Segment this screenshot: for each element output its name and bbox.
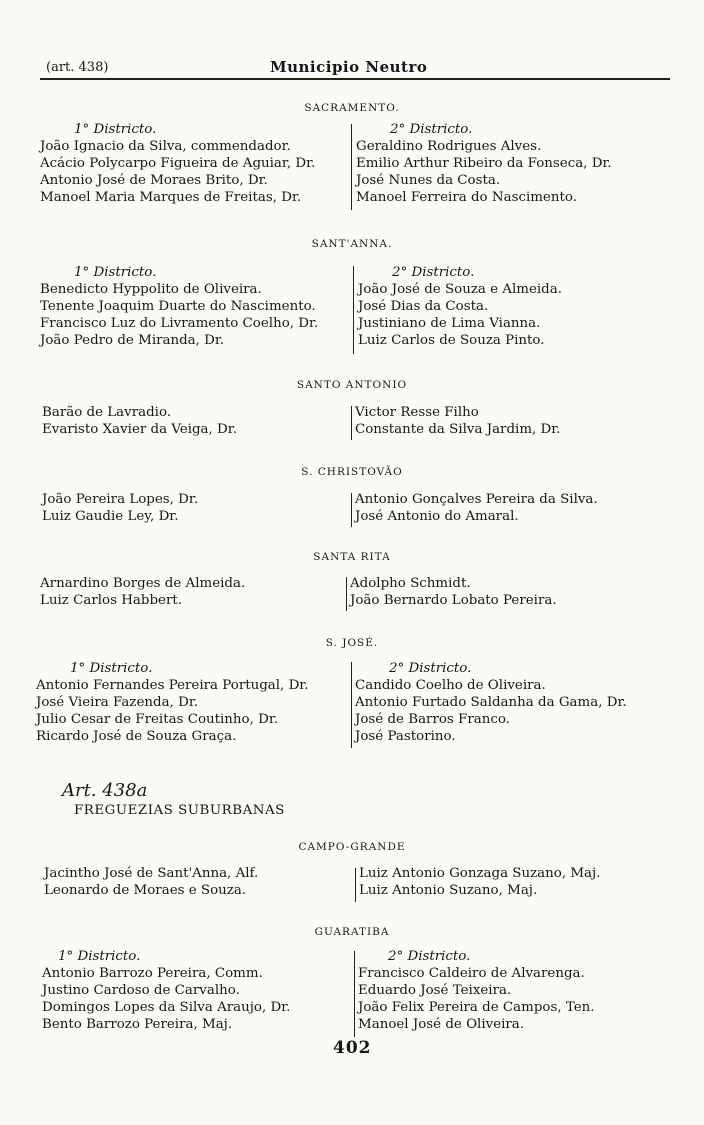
s-christovao-right bbox=[355, 491, 598, 525]
list-item: Francisco Caldeiro de Alvarenga. bbox=[358, 966, 585, 981]
column-divider bbox=[351, 124, 352, 210]
guaratiba-district-1 bbox=[42, 948, 290, 1033]
list-item: Tenente Joaquim Duarte do Nascimento. bbox=[40, 299, 316, 314]
list-item: Manoel José de Oliveira. bbox=[358, 1017, 525, 1032]
list-item: Adolpho Schmidt. bbox=[350, 576, 471, 591]
article-subtitle: FREGUEZIAS SUBURBANAS bbox=[74, 803, 285, 818]
section-title-santo-antonio: SANTO ANTONIO bbox=[296, 379, 408, 391]
s-jose-district-2 bbox=[355, 660, 627, 745]
district-heading: 1° Districto. bbox=[74, 265, 157, 280]
list-item: Bento Barrozo Pereira, Maj. bbox=[42, 1017, 233, 1032]
column-divider bbox=[351, 493, 352, 527]
list-item: Jacintho José de Sant'Anna, Alf. bbox=[44, 866, 259, 881]
list-item: Antonio Fernandes Pereira Portugal, Dr. bbox=[36, 678, 309, 693]
list-item: Justiniano de Lima Vianna. bbox=[358, 316, 541, 331]
list-item: Luiz Carlos Habbert. bbox=[40, 593, 182, 608]
sacramento-district-1 bbox=[40, 121, 315, 206]
list-item: Acácio Polycarpo Figueira de Aguiar, Dr. bbox=[40, 156, 316, 171]
section-title-s-christovao: S. CHRISTOVÃO bbox=[301, 466, 403, 478]
list-item: Arnardino Borges de Almeida. bbox=[40, 576, 246, 591]
column-divider bbox=[346, 577, 347, 611]
list-item: Leonardo de Moraes e Souza. bbox=[44, 883, 247, 898]
list-item: Benedicto Hyppolito de Oliveira. bbox=[40, 282, 262, 297]
santa-rita-left bbox=[40, 575, 245, 609]
district-heading: 2° Districto. bbox=[388, 949, 471, 964]
list-item: Eduardo José Teixeira. bbox=[358, 983, 512, 998]
list-item: José de Barros Franco. bbox=[355, 712, 510, 727]
district-heading: 1° Districto. bbox=[70, 661, 153, 676]
section-title-s-jose: S. JOSÉ. bbox=[325, 637, 379, 649]
list-item: Emilio Arthur Ribeiro da Fonseca, Dr. bbox=[356, 156, 612, 171]
santo-antonio-right bbox=[355, 404, 560, 438]
column-divider bbox=[355, 868, 356, 902]
list-item: João Bernardo Lobato Pereira. bbox=[350, 593, 557, 608]
campo-grande-right bbox=[359, 865, 600, 899]
list-item: José Nunes da Costa. bbox=[356, 173, 501, 188]
list-item: Constante da Silva Jardim, Dr. bbox=[355, 422, 561, 437]
campo-grande-left bbox=[44, 865, 258, 899]
s-jose-district-1 bbox=[36, 660, 309, 745]
list-item: João José de Souza e Almeida. bbox=[358, 282, 562, 297]
list-item: Luiz Antonio Suzano, Maj. bbox=[359, 883, 538, 898]
district-heading: 2° Districto. bbox=[390, 122, 473, 137]
list-item: João Ignacio da Silva, commendador. bbox=[40, 139, 291, 154]
list-item: Geraldino Rodrigues Alves. bbox=[356, 139, 542, 154]
list-item: Ricardo José de Souza Graça. bbox=[36, 729, 237, 744]
list-item: Luiz Gaudie Ley, Dr. bbox=[42, 509, 179, 524]
section-title-guaratiba: GUARATIBA bbox=[314, 926, 390, 938]
header-rule bbox=[40, 78, 670, 80]
district-heading: 2° Districto. bbox=[392, 265, 475, 280]
section-title-sacramento: SACRAMENTO. bbox=[304, 102, 400, 114]
santa-rita-right bbox=[350, 575, 557, 609]
section-title-santa-rita: SANTA RITA bbox=[313, 551, 391, 563]
list-item: João Felix Pereira de Campos, Ten. bbox=[358, 1000, 595, 1015]
header-title: Municipio Neutro bbox=[270, 58, 428, 76]
list-item: Barão de Lavradio. bbox=[42, 405, 172, 420]
column-divider bbox=[354, 951, 355, 1037]
list-item: Francisco Luz do Livramento Coelho, Dr. bbox=[40, 316, 319, 331]
column-divider bbox=[353, 266, 354, 354]
district-heading: 1° Districto. bbox=[58, 949, 141, 964]
santanna-district-1 bbox=[40, 264, 318, 349]
district-heading: 1° Districto. bbox=[74, 122, 157, 137]
list-item: João Pereira Lopes, Dr. bbox=[42, 492, 199, 507]
list-item: José Dias da Costa. bbox=[358, 299, 489, 314]
list-item: Candido Coelho de Oliveira. bbox=[355, 678, 546, 693]
list-item: Victor Resse Filho bbox=[355, 405, 479, 420]
list-item: Luiz Antonio Gonzaga Suzano, Maj. bbox=[359, 866, 601, 881]
list-item: Antonio José de Moraes Brito, Dr. bbox=[40, 173, 268, 188]
column-divider bbox=[351, 662, 352, 748]
list-item: Manoel Ferreira do Nascimento. bbox=[356, 190, 577, 205]
list-item: Luiz Carlos de Souza Pinto. bbox=[358, 333, 545, 348]
page-header bbox=[40, 58, 670, 80]
header-article-ref: (art. 438) bbox=[46, 60, 109, 75]
list-item: Antonio Furtado Saldanha da Gama, Dr. bbox=[355, 695, 627, 710]
article-number: Art. 438a bbox=[62, 780, 148, 801]
section-title-campo-grande: CAMPO-GRANDE bbox=[298, 841, 406, 853]
list-item: Domingos Lopes da Silva Araujo, Dr. bbox=[42, 1000, 291, 1015]
list-item: Julio Cesar de Freitas Coutinho, Dr. bbox=[36, 712, 279, 727]
column-divider bbox=[351, 406, 352, 440]
page-number: 402 bbox=[333, 1038, 372, 1058]
list-item: Antonio Barrozo Pereira, Comm. bbox=[42, 966, 263, 981]
santanna-district-2 bbox=[358, 264, 562, 349]
list-item: Justino Cardoso de Carvalho. bbox=[42, 983, 240, 998]
list-item: José Antonio do Amaral. bbox=[355, 509, 519, 524]
list-item: José Vieira Fazenda, Dr. bbox=[36, 695, 199, 710]
guaratiba-district-2 bbox=[358, 948, 595, 1033]
s-christovao-left bbox=[42, 491, 198, 525]
section-title-santanna: SANT'ANNA. bbox=[311, 238, 393, 250]
district-heading: 2° Districto. bbox=[389, 661, 472, 676]
list-item: Antonio Gonçalves Pereira da Silva. bbox=[355, 492, 598, 507]
sacramento-district-2 bbox=[356, 121, 612, 206]
list-item: João Pedro de Miranda, Dr. bbox=[40, 333, 225, 348]
list-item: Evaristo Xavier da Veiga, Dr. bbox=[42, 422, 237, 437]
list-item: José Pastorino. bbox=[355, 729, 456, 744]
list-item: Manoel Maria Marques de Freitas, Dr. bbox=[40, 190, 302, 205]
santo-antonio-left bbox=[42, 404, 237, 438]
